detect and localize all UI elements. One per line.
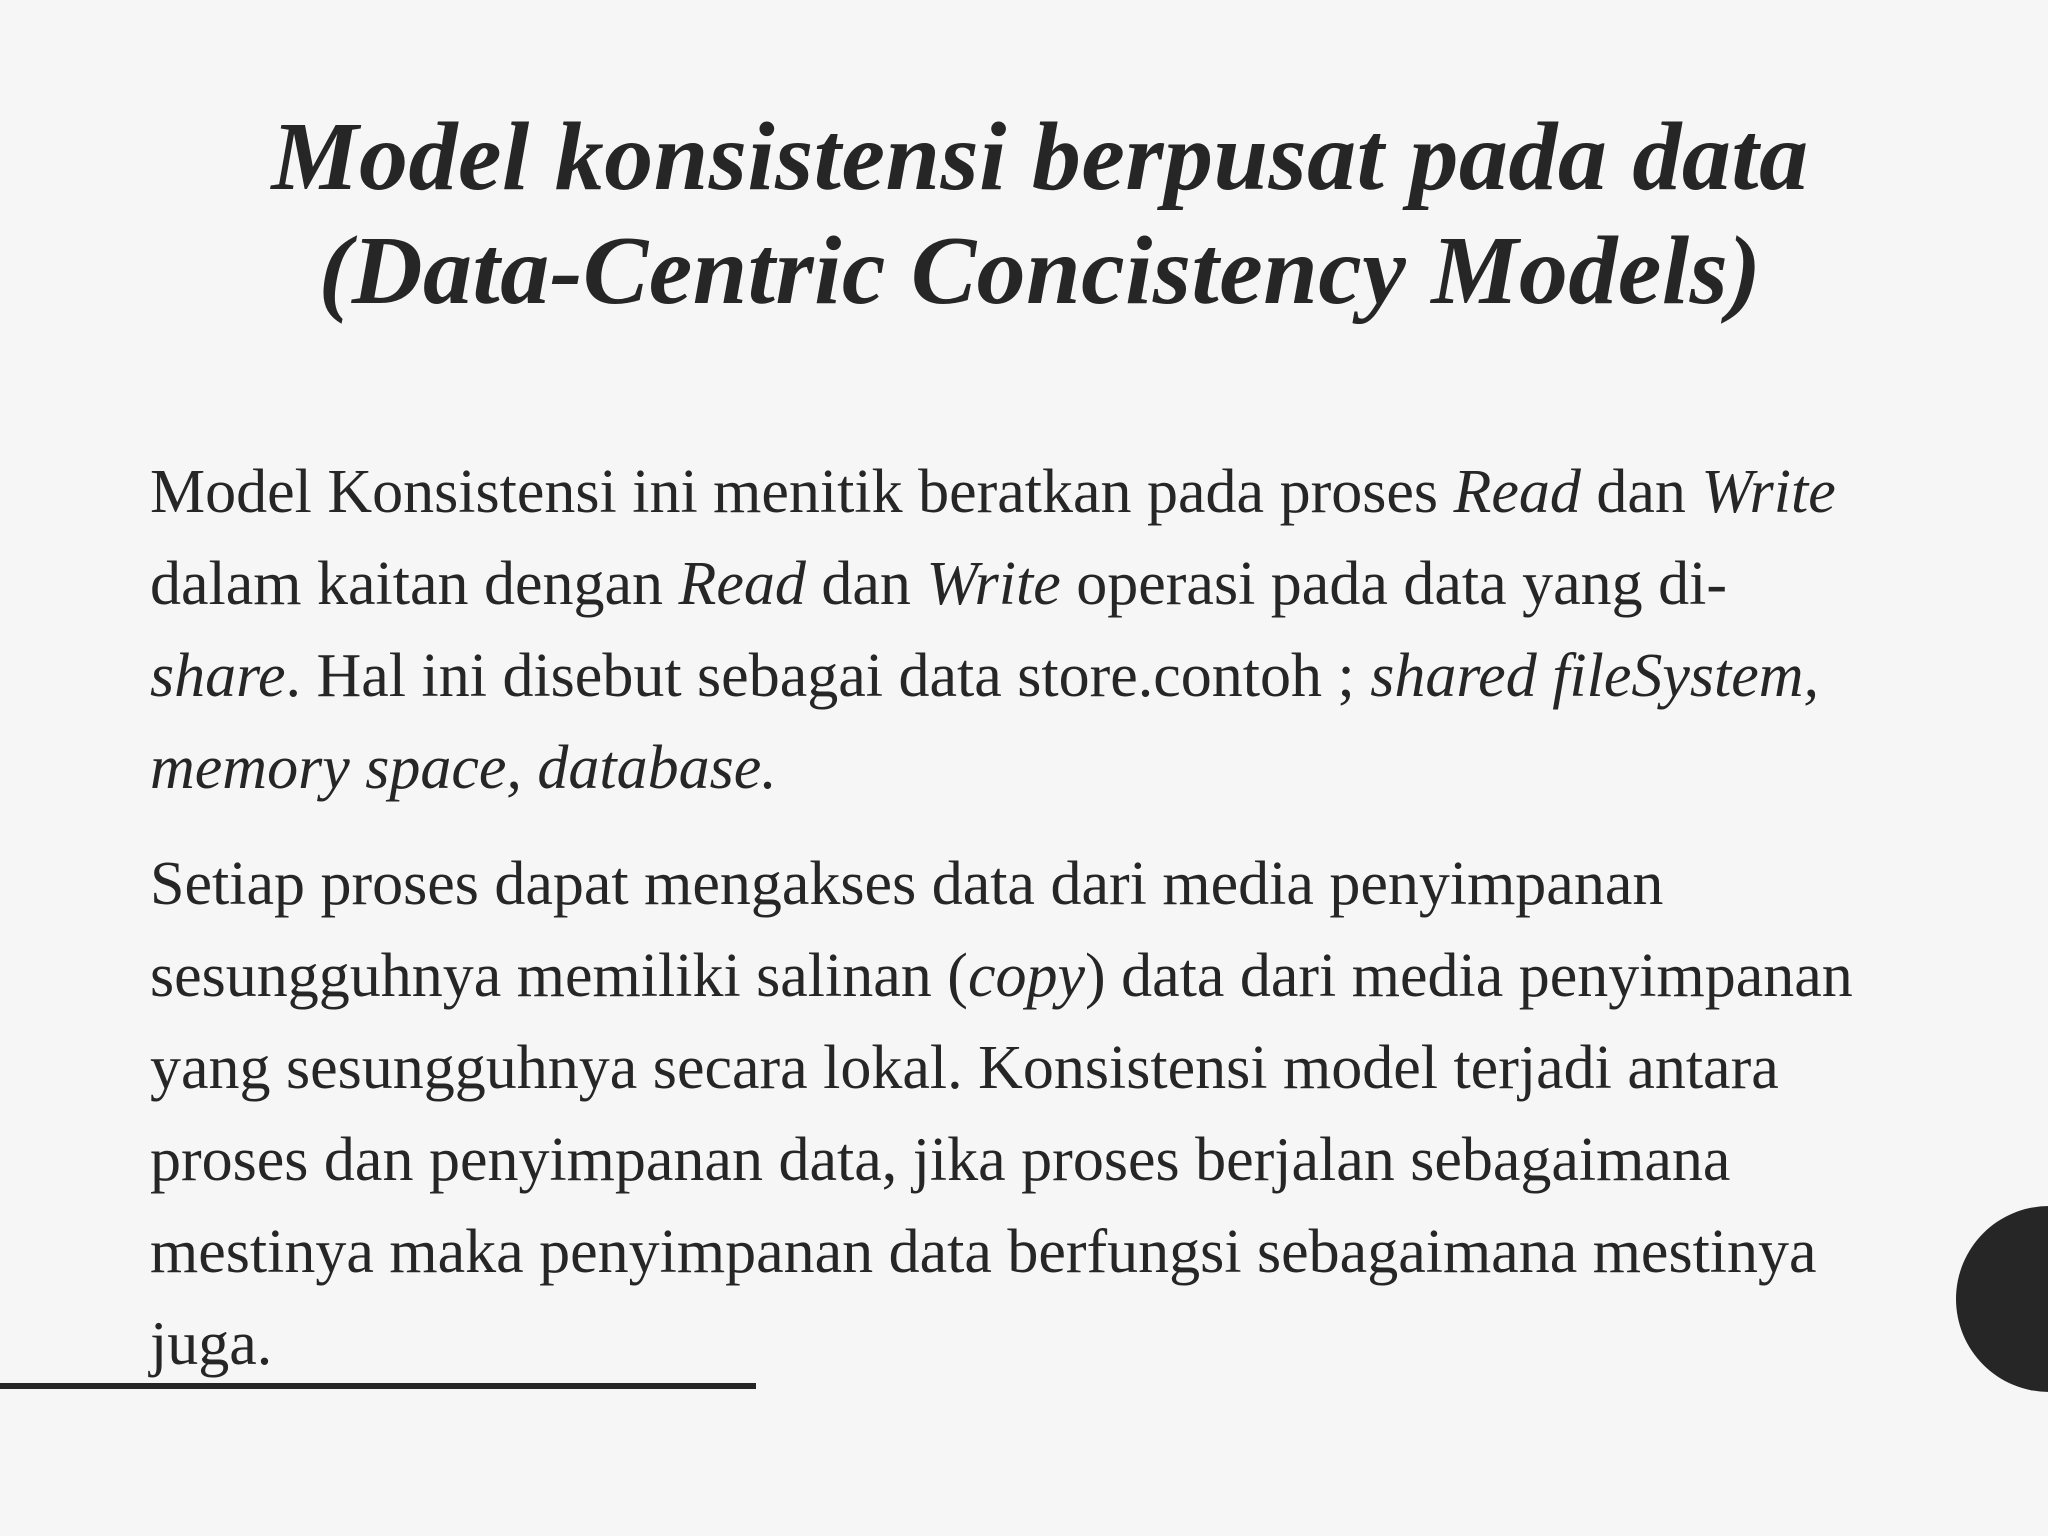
paragraph-1-italic-examples: shared fileSystem, memory space, database.	[150, 642, 1820, 802]
slide-body	[150, 446, 1870, 1390]
decorative-circle	[1956, 1206, 2048, 1392]
paragraph-2-text-2: ) data dari media penyimpanan yang sesungguhnya secara lokal. Konsistensi model terjadi antara proses dan penyimpanan data, jika proses berjalan sebagaimana mestinya maka penyimpanan data berfungsi sebagaimana mestinya juga.	[150, 942, 1853, 1378]
paragraph-1-italic-write: Write	[1701, 458, 1836, 526]
paragraph-1-italic-write-2: Write	[926, 550, 1061, 618]
paragraph-1-text-4: dan	[805, 550, 927, 618]
decorative-rule	[0, 1383, 756, 1389]
title-line-1: Model konsistensi berpusat pada data	[271, 103, 1809, 211]
paragraph-1-text-5: operasi pada data yang di-	[1060, 550, 1727, 618]
paragraph-1-italic-read-2: Read	[678, 550, 806, 618]
paragraph-1-text-3: dalam kaitan dengan	[150, 550, 679, 618]
paragraph-1-text-2: dan	[1580, 458, 1702, 526]
paragraph-2-italic-copy: copy	[967, 942, 1085, 1010]
paragraph-1-italic-read: Read	[1453, 458, 1581, 526]
paragraph-2-text-1: Setiap proses dapat mengakses data dari media penyimpanan sesungguhnya memiliki salinan (	[150, 850, 1664, 1010]
paragraph-2	[150, 838, 1870, 1390]
paragraph-1-text-1: Model Konsistensi ini menitik beratkan pada proses	[150, 458, 1454, 526]
paragraph-1-text-6: . Hal ini disebut sebagai data store.contoh ;	[285, 642, 1371, 710]
title-line-2: (Data-Centric Concistency Models)	[318, 217, 1762, 325]
paragraph-1	[150, 446, 1870, 814]
paragraph-1-italic-share: share	[150, 642, 286, 710]
slide-title	[180, 100, 1900, 328]
